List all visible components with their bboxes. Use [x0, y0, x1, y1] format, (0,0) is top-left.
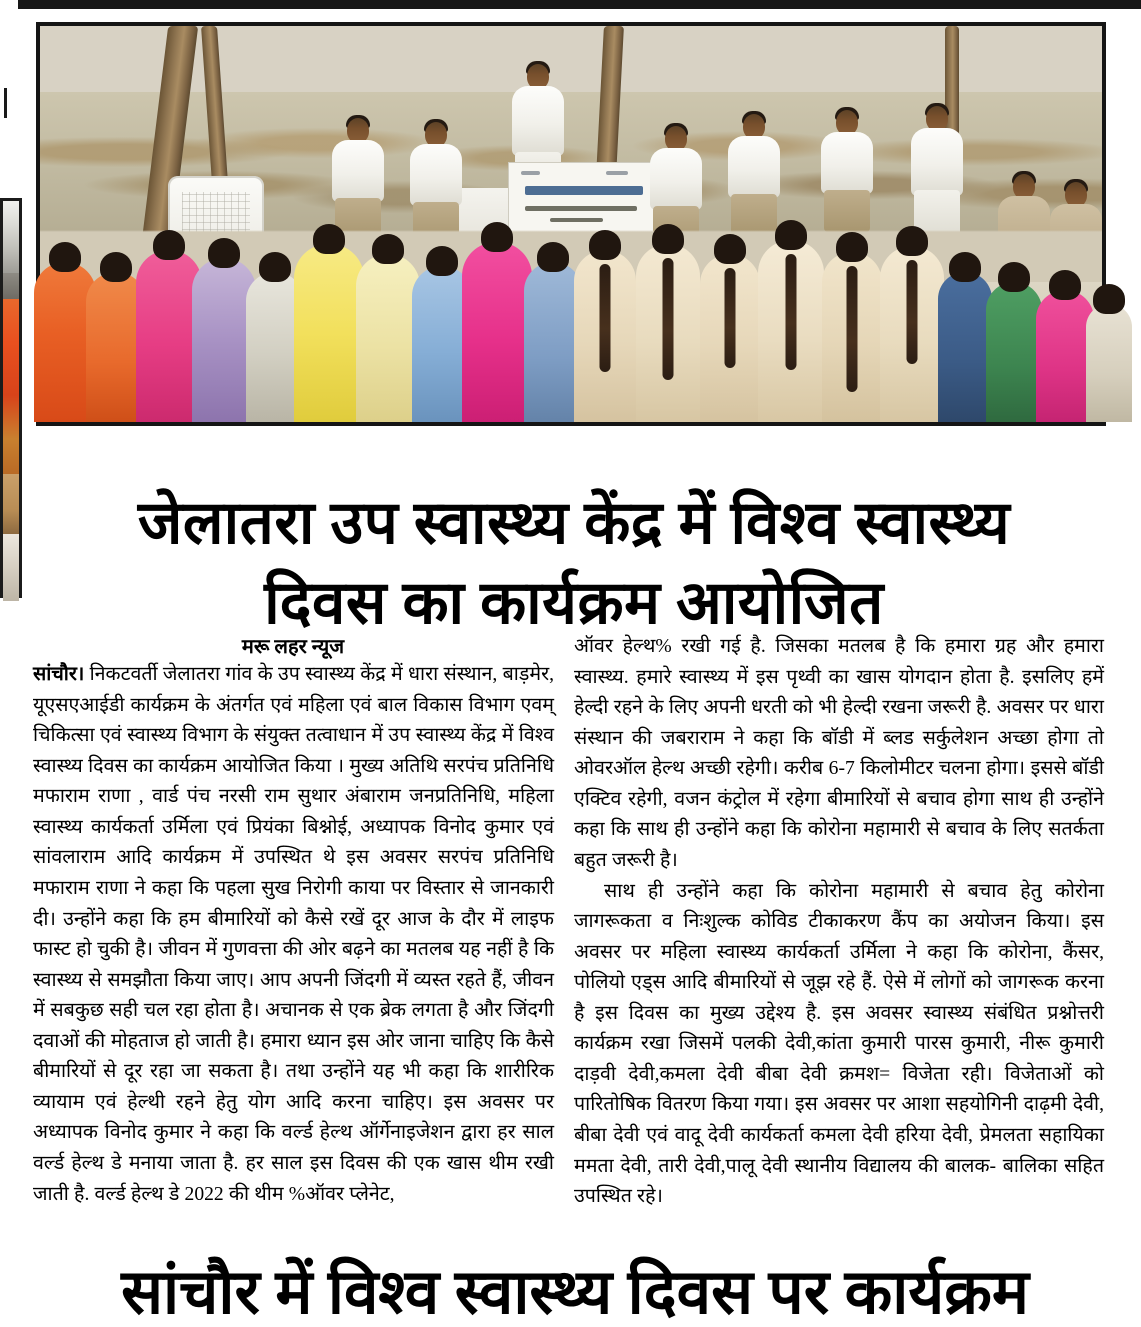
photo-audience-figure — [294, 244, 364, 422]
headline-line-2: दिवस का कार्यक्रम आयोजित — [264, 569, 884, 636]
next-article-headline-partial: सांचौर में विश्व स्वास्थ्य दिवस पर कार्यक्रम — [121, 1259, 1029, 1327]
adjacent-column-rule — [4, 88, 7, 118]
photo-schoolgirl-figure — [636, 244, 700, 422]
photo-audience-figure — [356, 254, 420, 422]
top-page-rule — [18, 0, 1141, 9]
photo-schoolgirl-figure — [880, 246, 944, 422]
photo-schoolgirl-figure — [822, 252, 882, 422]
article-column-2 — [574, 632, 1104, 1213]
photo-schoolgirl-figure — [758, 240, 824, 422]
photo-audience-figure — [462, 242, 532, 422]
article-column-1 — [33, 660, 554, 1210]
photo-audience-figure — [986, 282, 1042, 422]
adjacent-column-photo-sliver — [0, 198, 22, 598]
article-photo — [36, 22, 1106, 426]
article-headline — [50, 484, 1098, 644]
photo-audience-figure — [938, 272, 992, 422]
photo-audience-figure — [1086, 304, 1132, 422]
photo-schoolgirl-figure — [700, 254, 760, 422]
article-dateline: सांचौर। — [33, 664, 85, 685]
byline: मरू लहर न्यूज — [241, 636, 345, 658]
photo-schoolgirl-figure — [574, 250, 636, 422]
headline-line-1: जेलातरा उप स्वास्थ्य केंद्र में विश्व स्वास्थ्य — [137, 490, 1011, 557]
article-paragraph: सांचौर। निकटवर्ती जेलातरा गांव के उप स्वास्थ्य केंद्र में धारा संस्थान, बाड़मेर, यूएसएआईडी कार्यक्रम के अंतर्गत एवं महिला एवं बाल विकास विभाग एवम् चिकित्सा एवं स्वास्थ्य विभाग के संयुक्त तत्वाधान में उप स्वास्थ्य केंद्र में विश्व स्वास्थ्य दिवस का कार्यक्रम आयोजित किया । मुख्य अतिथि सरपंच प्रतिनिधि मफाराम राणा , वार्ड पंच नरसी राम सुथार अंबाराम जनप्रतिनिधि, महिला स्वास्थ्य कार्यकर्ता उर्मिला एवं प्रियंका बिश्नोई, अध्यापक विनोद कुमार एवं सांवलाराम आदि कार्यक्रम में उपस्थित थे इस अवसर सरपंच प्रतिनिधि मफाराम राणा ने कहा कि पहला सुख निरोगी काया पर विस्तार से जानकारी दी। उन्होंने कहा कि हम बीमारियों को कैसे रखें दूर आज के दौर में लाइफ फास्ट हो चुकी है। जीवन में गुणवत्ता की ओर बढ़ने का मतलब यह नहीं है कि स्वास्थ्य से समझौता किया जाए। आप अपनी जिंदगी में व्यस्त रहते हैं, जीवन में सबकुछ सही चल रहा होता है। अचानक से एक ब्रेक लगता है और जिंदगी दवाओं की मोहताज हो जाती है। हमारा ध्यान इस ओर जाना चाहिए कि कैसे बीमारियों से दूर रहा जा सकता है। तथा उन्होंने यह भी कहा कि शारीरिक व्यायाम एवं हेल्थी रहने हेतु योग आदि करना चाहिए। इस अवसर पर अध्यापक विनोद कुमार ने कहा कि वर्ल्ड हेल्थ ऑर्गेनाइजेशन द्वारा हर साल वर्ल्ड हेल्थ डे मनाया जाता है. हर साल इस दिवस की एक खास थीम रखी जाती है. वर्ल्ड हेल्थ डे 2022 की थीम %ऑवर प्लेनेट, — [33, 664, 554, 1205]
article-paragraph: साथ ही उन्होंने कहा कि कोरोना महामारी से बचाव हेतु कोरोना जागरूकता व निःशुल्क कोविड टीकाकरण कैंप का अयोजन किया। इस अवसर पर महिला स्वास्थ्य कार्यकर्ता उर्मिला ने कहा कि कोरोना, कैंसर, पोलियो एड्स आदि बीमारियों से जूझ रहे हैं. ऐसे में लोगों को जागरूक करना है इस दिवस का मुख्य उद्देश्य है. इस अवसर स्वास्थ्य संबंधित प्रश्नोत्तरी कार्यक्रम रखा जिसमें पलकी देवी,कांता कुमारी पारस कुमारी, नीरू कुमारी दाड़वी देवी,कमला देवी बीबा देवी क्रमश= विजेता रही। विजेताओं को पारितोषिक वितरण किया गया। इस अवसर पर आशा सहयोगिनी दाढ़मी देवी, बीबा देवी एवं वादू देवी कार्यकर्ता कमला देवी हरिया देवी, प्रेमलता सहायिका ममता देवी, तारी देवी,पालू देवी स्थानीय विद्यालय की बालक- बालिका सहित उपस्थित रहे। — [574, 880, 1104, 1208]
article-paragraph: ऑवर हेल्थ% रखी गई है. जिसका मतलब है कि हमारा ग्रह और हमारा स्वास्थ्य. हमारे स्वास्थ्य में इस पृथ्वी का खास योगदान होता है. इसलिए हमें हेल्दी रहने के लिए अपनी धरती को भी हेल्दी रखना जरूरी है. अवसर पर धारा संस्थान की जबराराम ने कहा कि बॉडी में ब्लड सर्कुलेशन अच्छा होगा तो ओवरऑल हेल्थ अच्छी रहेगी। करीब 6-7 किलोमीटर चलना होगा। इससे बॉडी एक्टिव रहेगी, वजन कंट्रोल में रहेगा बीमारियों से बचाव होगा साथ ही उन्होंने कहा कि साथ ही उन्होंने कहा कि कोरोना महामारी से बचाव के लिए सतर्कता बहुत जरूरी है। — [574, 636, 1104, 871]
photo-audience-crowd — [40, 222, 1102, 422]
